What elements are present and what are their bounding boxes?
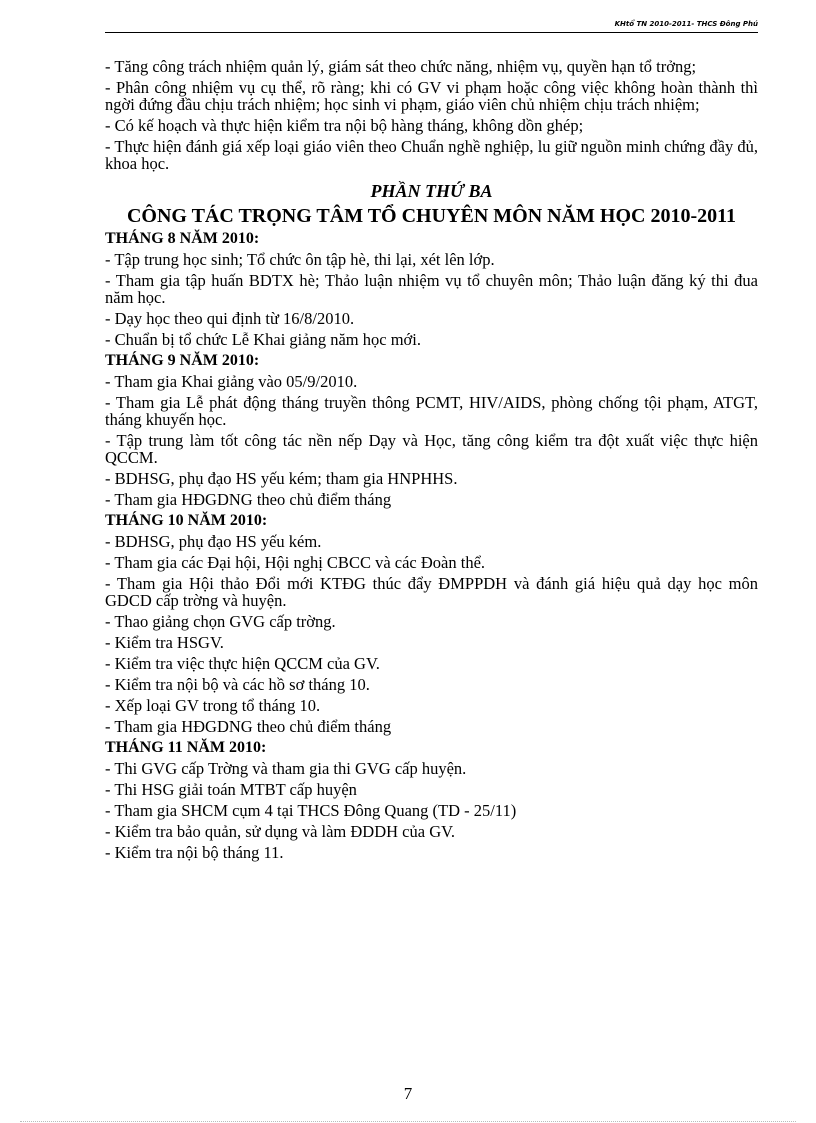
page-bottom-divider	[20, 1121, 796, 1122]
list-item: - Thao giảng chọn GVG cấp trờng.	[105, 612, 336, 631]
list-item: - Kiểm tra việc thực hiện QCCM của GV.	[105, 654, 380, 673]
list-item: - Tham gia các Đại hội, Hội nghị CBCC và các Đoàn thể.	[105, 553, 486, 572]
month-heading: THÁNG 9 NĂM 2010:	[105, 352, 260, 369]
page-number: 7	[403, 1084, 413, 1103]
list-item: - Tham gia HĐGDNG theo chủ điểm tháng	[105, 490, 392, 509]
list-item: - Dạy học theo qui định từ 16/8/2010.	[105, 309, 355, 328]
list-item: - Thi HSG giải toán MTBT cấp huyện	[105, 780, 357, 799]
list-item: - Tham gia tập huấn BDTX hè; Thảo luận nhiệm vụ tổ chuyên môn; Thảo luận đăng ký thi đua năm học.	[105, 271, 758, 307]
list-item: - Kiểm tra bảo quản, sử dụng và làm ĐDDH của GV.	[105, 822, 456, 841]
main-title: CÔNG TÁC TRỌNG TÂM TỔ CHUYÊN MÔN NĂM HỌC 2010-2011	[126, 205, 737, 227]
month-section-9	[105, 352, 758, 508]
month-section-11	[105, 739, 758, 861]
list-item: - Tập trung làm tốt công tác nền nếp Dạy và Học, tăng công kiểm tra đột xuất việc thực hiện QCCM.	[105, 431, 758, 467]
intro-section	[105, 58, 758, 172]
intro-paragraph: - Thực hiện đánh giá xếp loại giáo viên theo Chuẩn nghề nghiệp, lu giữ nguồn minh chứng đầy đủ, khoa học.	[105, 137, 758, 173]
intro-paragraph: - Tăng công trách nhiệm quản lý, giám sát theo chức năng, nhiệm vụ, quyền hạn tổ trởng;	[105, 57, 697, 76]
list-item: - Tham gia Lễ phát động tháng truyền thông PCMT, HIV/AIDS, phòng chống tội phạm, ATGT, tháng khuyến học.	[105, 393, 758, 429]
page-header	[105, 18, 758, 33]
list-item: - Kiểm tra HSGV.	[105, 633, 224, 652]
month-section-8	[105, 230, 758, 348]
part-heading: PHẦN THỨ BA	[370, 181, 493, 201]
month-section-10	[105, 512, 758, 735]
intro-paragraph: - Phân công nhiệm vụ cụ thể, rõ ràng; khi có GV vi phạm hoặc công việc không hoàn thành thì ngời đứng đầu chịu trách nhiệm; học sinh vi phạm, giáo viên chủ nhiệm chịu trách nhiệm;	[105, 78, 758, 114]
list-item: - Chuẩn bị tổ chức Lễ Khai giảng năm học mới.	[105, 330, 421, 349]
month-heading: THÁNG 11 NĂM 2010:	[105, 739, 267, 756]
list-item: - BDHSG, phụ đạo HS yếu kém; tham gia HNPHHS.	[105, 469, 458, 488]
list-item: - Tham gia Khai giảng vào 05/9/2010.	[105, 372, 358, 391]
list-item: - BDHSG, phụ đạo HS yếu kém.	[105, 532, 322, 551]
month-heading: THÁNG 8 NĂM 2010:	[105, 230, 260, 247]
list-item: - Kiểm tra nội bộ tháng 11.	[105, 843, 284, 862]
list-item: - Thi GVG cấp Trờng và tham gia thi GVG cấp huyện.	[105, 759, 467, 778]
list-item: - Tham gia Hội thảo Đổi mới KTĐG thúc đẩy ĐMPPDH và đánh giá hiệu quả dạy học môn GDCD cấp trờng và huyện.	[105, 574, 758, 610]
list-item: - Kiểm tra nội bộ và các hồ sơ tháng 10.	[105, 675, 370, 694]
list-item: - Tham gia SHCM cụm 4 tại THCS Đông Quang (TD - 25/11)	[105, 801, 517, 820]
list-item: - Tập trung học sinh; Tổ chức ôn tập hè, thi lại, xét lên lớp.	[105, 250, 495, 269]
intro-paragraph: - Có kế hoạch và thực hiện kiểm tra nội bộ hàng tháng, không dồn ghép;	[105, 116, 584, 135]
header-text: KHtổ TN 2010-2011- THCS Đông Phú	[614, 20, 758, 28]
month-heading: THÁNG 10 NĂM 2010:	[105, 512, 268, 529]
list-item: - Tham gia HĐGDNG theo chủ điểm tháng	[105, 717, 392, 736]
list-item: - Xếp loại GV trong tổ tháng 10.	[105, 696, 321, 715]
document-body	[105, 58, 758, 865]
